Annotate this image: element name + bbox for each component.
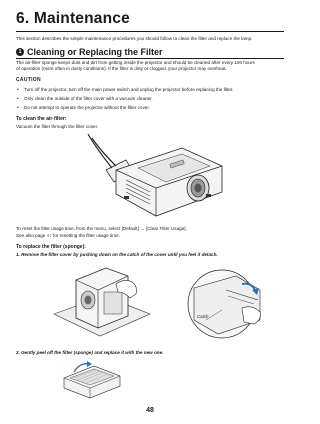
step-2-text: 2. Gently peel off the filter (sponge) and replace it with the new one.	[16, 350, 164, 355]
caution-item-text: Do not attempt to operate the projector without the filter cover.	[24, 104, 150, 110]
title-divider	[16, 31, 284, 32]
caution-item	[16, 86, 284, 95]
caution-item	[16, 104, 284, 113]
clean-filter-text: Vacuum the filter through the filter cover.	[16, 124, 99, 129]
reset-line-2	[16, 233, 120, 238]
caution-heading: CAUTION	[16, 77, 41, 83]
section-title: Cleaning or Replacing the Filter	[27, 47, 163, 57]
filter-sponge-illustration	[60, 358, 124, 400]
section-body	[16, 60, 284, 73]
step-1-text: 1. Remove the filter cover by pushing down on the catch of the cover until you feel it detach.	[16, 252, 218, 257]
caution-item-text: Turn off the projector, turn off the main power switch and unplug the projector before replacing the filter.	[24, 87, 234, 92]
caution-item-text: Only clean the outside of the filter cover with a vacuum cleaner.	[24, 95, 153, 101]
bullet-point: •	[17, 95, 19, 101]
projector-vacuum-illustration	[86, 130, 226, 222]
page-link[interactable]: 47	[46, 233, 52, 238]
page-number: 48	[146, 407, 154, 414]
projector-underside-illustration	[46, 262, 156, 342]
replace-filter-heading: To replace the filter (sponge):	[16, 244, 86, 250]
caution-item	[16, 95, 284, 104]
reset-line-2-prefix: See also page	[16, 233, 47, 238]
section-heading	[16, 47, 163, 57]
section-body-line-1: The air-filter sponge keeps dust and dirt from getting inside the projector and should be cleaned after every 100 hours	[16, 60, 255, 65]
filter-cover-catch-illustration	[166, 268, 276, 342]
page-title: 6. Maintenance	[16, 10, 130, 27]
section-number-badge: 1	[16, 48, 24, 56]
caution-list	[16, 86, 284, 112]
intro-text: This section describes the simple maintenance procedures you should follow to clean the filter and replace the lamp.	[16, 36, 253, 41]
reset-line-2-suffix: for resetting the filter usage time.	[51, 233, 120, 238]
clean-filter-heading: To clean the air-filter:	[16, 116, 67, 122]
catch-label: Catch	[197, 314, 209, 319]
reset-line-1: To reset the filter usage time, from the menu, select [Default] → [Clear Filter Usage].	[16, 226, 187, 231]
manual-page	[16, 0, 284, 424]
section-divider	[16, 58, 284, 59]
bullet-point: •	[17, 104, 19, 110]
bullet-point: •	[17, 87, 19, 92]
section-body-line-2: of operation (more often in dusty conditions). If the filter is dirty or clogged, your projector may overheat.	[16, 66, 227, 72]
